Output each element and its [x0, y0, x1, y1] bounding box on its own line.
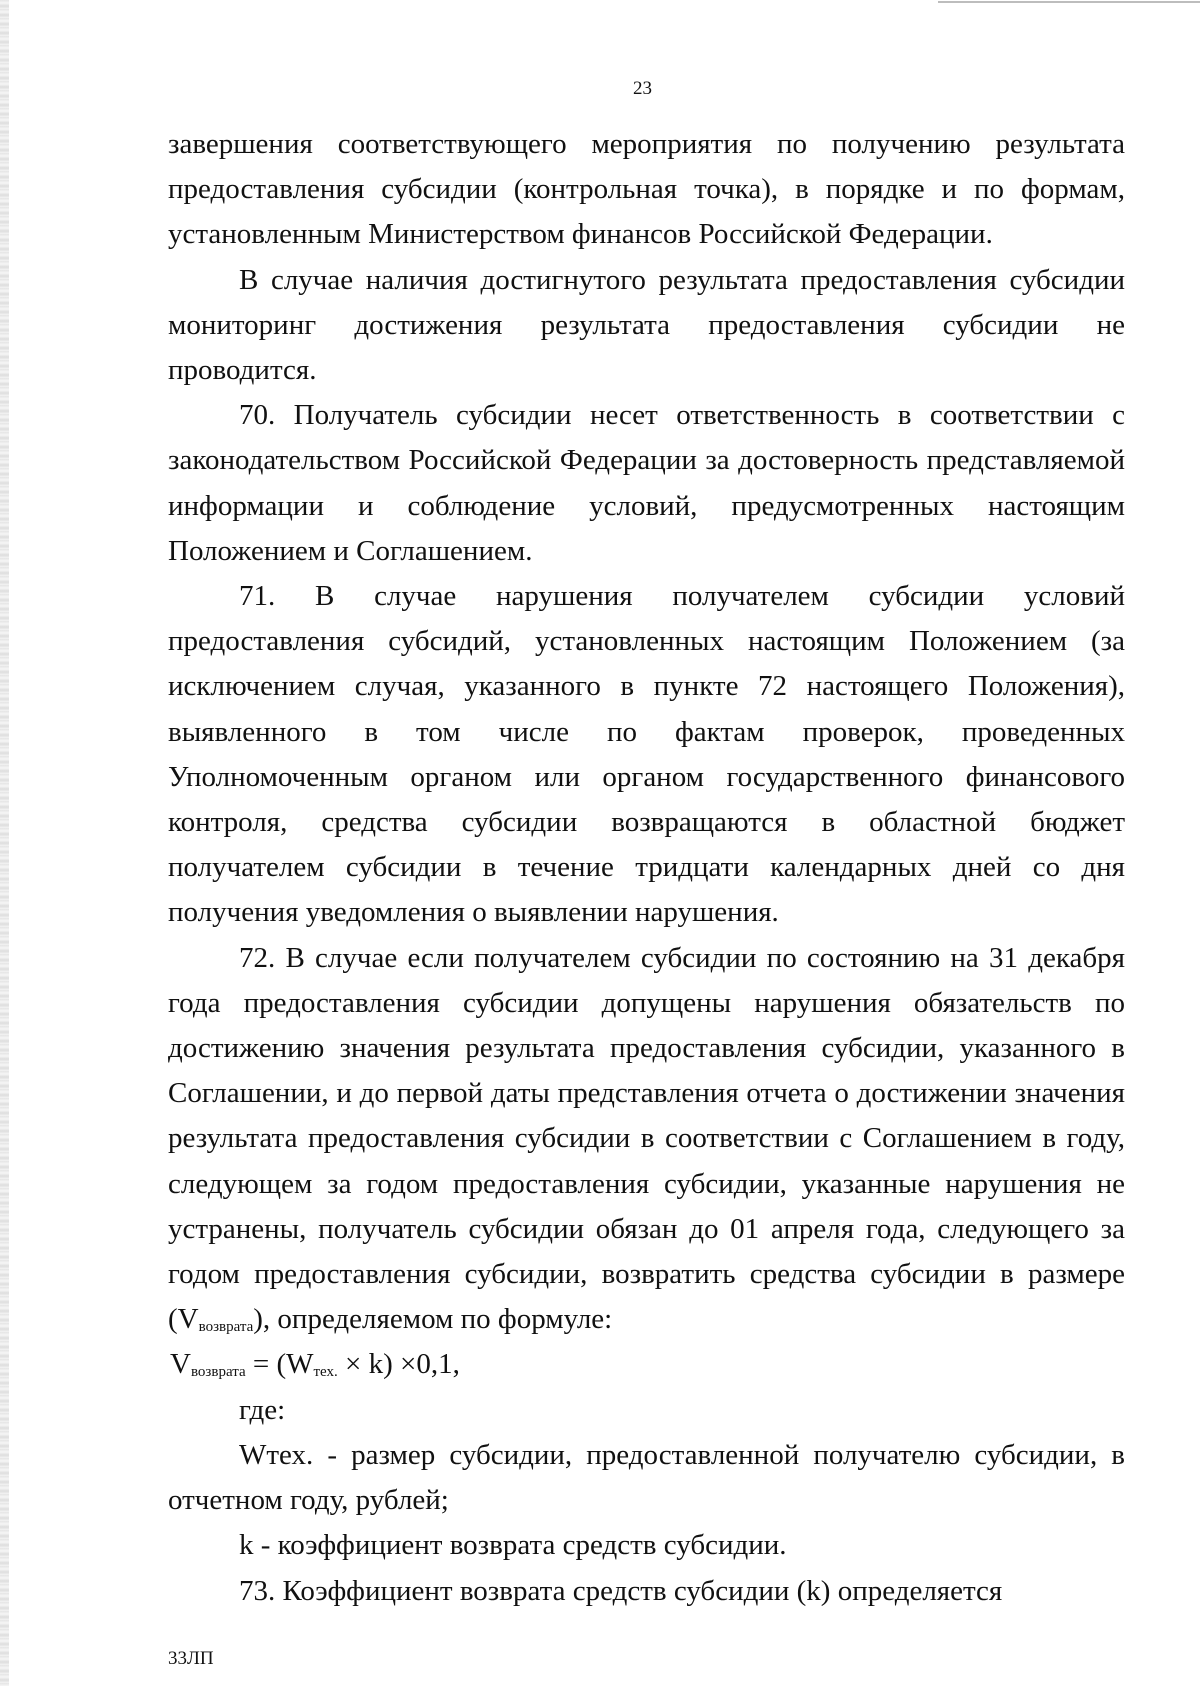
formula-rest: × k) ×0,1,	[337, 1348, 460, 1381]
formula-w-sub: тех.	[313, 1364, 338, 1381]
where-label: где:	[239, 1393, 286, 1426]
document-body	[168, 122, 1125, 1614]
definition-k: k - коэффициент возврата средств субсидии.	[239, 1529, 787, 1562]
paragraph-72	[168, 936, 1125, 1343]
paragraph-continuation: завершения соответствующего мероприятия по получению результата предоставления субсидии (контрольная точка), в порядке и по формам, установленным Министерством финансов Российской Федерации.	[168, 128, 1125, 251]
formula-eq: = (W	[245, 1348, 314, 1381]
scan-edge	[0, 0, 9, 1686]
paragraph-72-text: 72. В случае если получателем субсидии по состоянию на 31 декабря года предоставления субсидии допущены нарушения обязательств по достижению значения результата предоставления субсидии, указанного в Соглашении, и до первой даты представления отчета о достижении значения результата предоставления субсидии в соответствии с Соглашением в году, следующем за годом предоставления субсидии, указанные нарушения не устранены, получатель субсидии обязан до 01 апреля года, следующего за годом предоставления субсидии, возвратить средства субсидии в размере	[168, 941, 1125, 1291]
formula-v: V	[170, 1348, 191, 1381]
footer-code: 33ЛП	[168, 1648, 214, 1669]
paragraph-73: 73. Коэффициент возврата средств субсидии (k) определяется	[239, 1574, 1003, 1607]
paragraph-70: 70. Получатель субсидии несет ответственность в соответствии с законодательством Российской Федерации за достоверность представляемой информации и соблюдение условий, предусмотренных настоящим Положением и Соглашением.	[168, 399, 1125, 567]
return-formula	[168, 1342, 1125, 1387]
paragraph-72-tail-close: ), определяемом по формуле:	[253, 1303, 613, 1336]
definition-wtex: Wтех. - размер субсидии, предоставленной получателю субсидии, в отчетном году, рублей;	[168, 1438, 1125, 1517]
paragraph-72-tail-open: (V	[168, 1303, 199, 1336]
paragraph-monitoring: В случае наличия достигнутого результата предоставления субсидии мониторинг достижения результата предоставления субсидии не проводится.	[168, 263, 1125, 387]
formula-v-sub: возврата	[190, 1364, 246, 1381]
page-number: 23	[633, 78, 652, 99]
paragraph-71: 71. В случае нарушения получателем субсидии условий предоставления субсидий, установленных настоящим Положением (за исключением случая, указанного в пункте 72 настоящего Положения), выявленного в том числе по фактам проверок, проведенных Уполномоченным органом или органом государственного финансового контроля, средства субсидии возвращаются в областной бюджет получателем субсидии в течение тридцати календарных дней со дня получения уведомления о выявлении нарушения.	[168, 580, 1125, 929]
paragraph-72-tail-sub: возврата	[198, 1319, 254, 1336]
top-rule	[938, 1, 1200, 3]
